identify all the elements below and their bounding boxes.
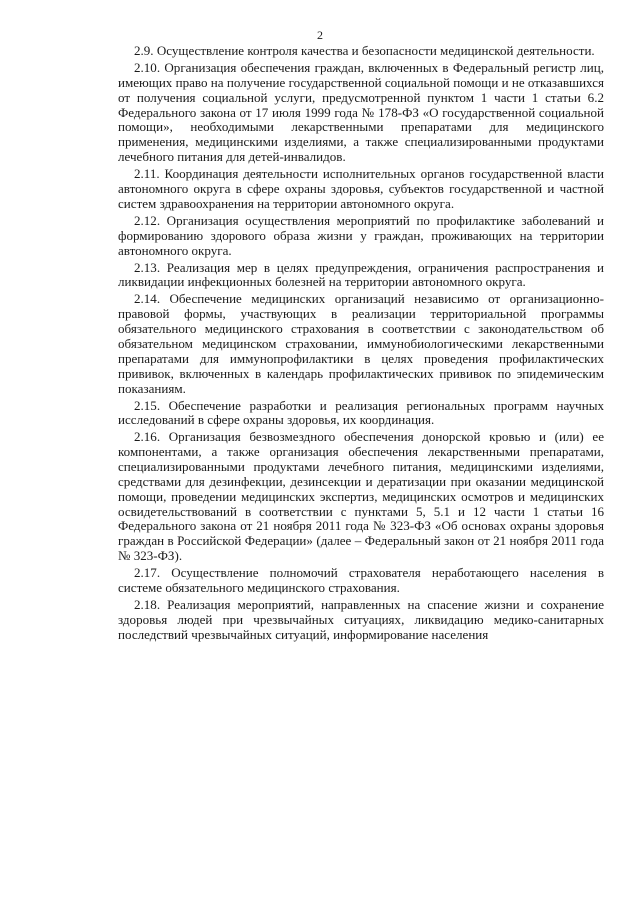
- paragraph-2-14: 2.14. Обеспечение медицинских организаций независимо от организационно-правовой формы, участвующих в реализации территориальной программы обязательного медицинского страхования в соответствии с законодательством об обязательном медицинском страховании, иммунобиологическими лекарственными препаратами для иммунопрофилактики в целях проведения профилактических прививок, включенных в календарь профилактических прививок по эпидемическим показаниям.: [118, 291, 604, 396]
- paragraph-2-13: 2.13. Реализация мер в целях предупреждения, ограничения распространения и ликвидации инфекционных болезней на территории автономного округа.: [118, 259, 604, 290]
- paragraph-2-12: 2.12. Организация осуществления мероприятий по профилактике заболеваний и формированию здорового образа жизни у граждан, проживающих на территории автономного округа.: [118, 212, 604, 258]
- paragraph-2-9: 2.9. Осуществление контроля качества и безопасности медицинской деятельности.: [134, 43, 595, 58]
- paragraph-2-10: 2.10. Организация обеспечения граждан, включенных в Федеральный регистр лиц, имеющих право на получение государственной социальной помощи и не отказавшихся от получения социальной услуги, предусмотренной пунктом 1 части 1 статьи 6.2 Федерального закона от 17 июля 1999 года № 178-ФЗ «О государственной социальной помощи», необходимыми лекарственными препаратами для медицинского применения, медицинскими изделиями, а также специализированными продуктами лечебного питания для детей-инвалидов.: [118, 60, 604, 165]
- paragraph-2-16: 2.16. Организация безвозмездного обеспечения донорской кровью и (или) ее компонентами, а также организация обеспечения лекарственными препаратами, специализированными продуктами лечебного питания, медицинскими изделиями, средствами для дезинфекции, дезинсекции и дератизации при оказании медицинской помощи, проведении медицинских экспертиз, медицинских осмотров и медицинских освидетельствований в соответствии с пунктами 5, 5.1 и 12 части 1 статьи 16 Федерального закона от 21 ноября 2011 года № 323-ФЗ «Об основах охраны здоровья граждан в Российской Федерации» (далее – Федеральный закон от 21 ноября 2011 года № 323-ФЗ).: [118, 429, 604, 564]
- page-number: 2: [317, 28, 323, 42]
- paragraph-2-18: 2.18. Реализация мероприятий, направленных на спасение жизни и сохранение здоровья людей при чрезвычайных ситуациях, ликвидацию медико-санитарных последствий чрезвычайных ситуаций, информирование населения: [118, 597, 604, 642]
- paragraph-2-17: 2.17. Осуществление полномочий страхователя неработающего населения в системе обязательного медицинского страхования.: [118, 565, 604, 596]
- paragraph-2-11: 2.11. Координация деятельности исполнительных органов государственной власти автономного округа в сфере охраны здоровья, субъектов государственной и частной систем здравоохранения на территории автономного округа.: [118, 166, 604, 211]
- document-body: [118, 44, 604, 645]
- paragraph-2-15: 2.15. Обеспечение разработки и реализация региональных программ научных исследований в сфере охраны здоровья, их координация.: [118, 397, 604, 428]
